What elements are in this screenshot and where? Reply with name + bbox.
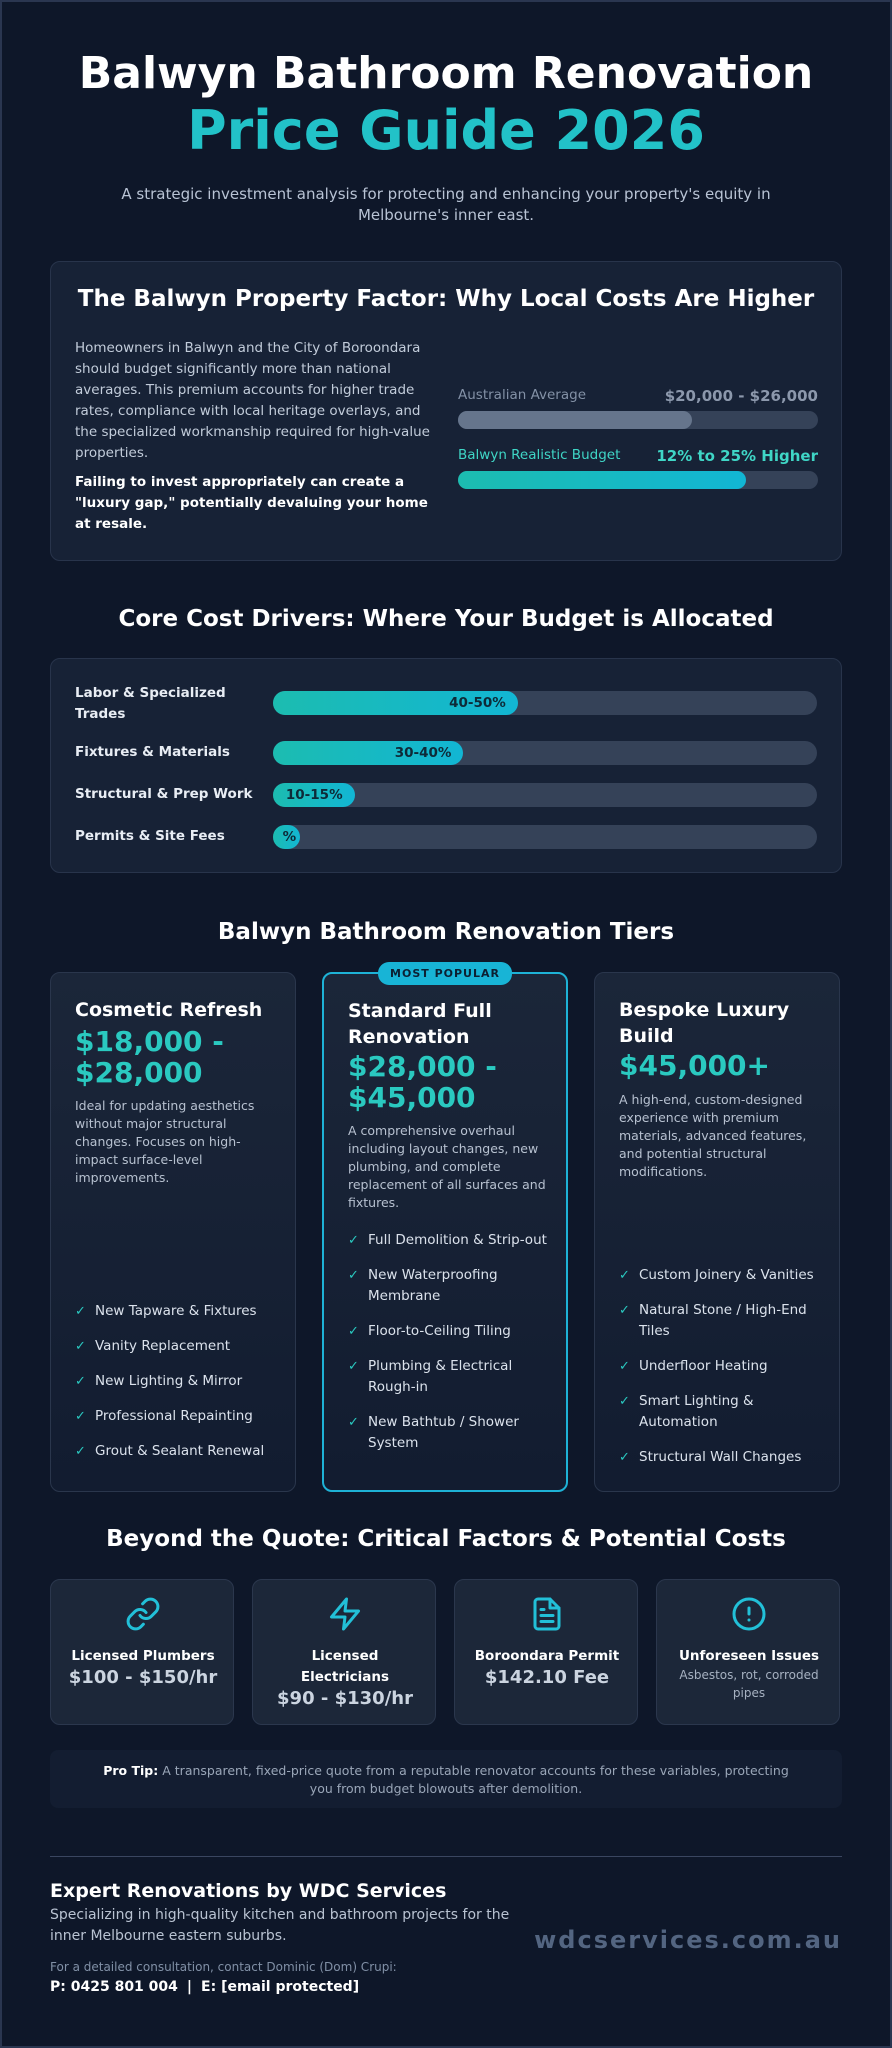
cost-drivers-title: Core Cost Drivers: Where Your Budget is Allocated <box>118 606 774 632</box>
check-icon: ✓ <box>348 1415 359 1430</box>
tier-feature: ✓ Custom Joinery & Vanities <box>619 1265 824 1286</box>
check-icon: ✓ <box>75 1374 86 1389</box>
tier-description: Ideal for updating aesthetics without major structural changes. Focuses on high-impact surface-level improvements. <box>75 1098 255 1185</box>
tier-feature: ✓ New Bathtub / Shower System <box>348 1414 519 1451</box>
factor-card-permit <box>454 1579 638 1725</box>
factor-name: Licensed Plumbers <box>71 1648 215 1664</box>
cost-driver-label: Structural & Prep Work <box>75 786 253 802</box>
factor-value: $90 - $130/hr <box>277 1688 413 1709</box>
factor-card-unforeseen <box>656 1579 840 1725</box>
tier-feature: ✓ Smart Lighting & Automation <box>619 1393 754 1430</box>
cost-driver-label: Fixtures & Materials <box>75 744 230 760</box>
check-icon: ✓ <box>348 1359 359 1374</box>
cost-drivers-card <box>50 658 842 873</box>
cost-driver-fill <box>273 783 355 807</box>
cost-driver-label: Permits & Site Fees <box>75 828 225 844</box>
tier-feature: ✓ Floor-to-Ceiling Tiling <box>348 1321 553 1342</box>
separator: | <box>186 1979 193 1995</box>
page-subtitle: A strategic investment analysis for protecting and enhancing your property's equity in Melbourne's inner east. <box>121 185 771 224</box>
check-icon: ✓ <box>75 1339 86 1354</box>
tier-card-cosmetic <box>50 972 296 1492</box>
most-popular-badge: MOST POPULAR <box>378 962 512 985</box>
property-factor-warning: Failing to invest appropriately can create a "luxury gap," potentially devaluing your home at resale. <box>75 474 428 532</box>
tier-feature-list <box>619 1265 824 1482</box>
factor-card-plumbers <box>50 1579 234 1725</box>
tier-feature: ✓ Full Demolition & Strip-out <box>348 1230 553 1251</box>
tiers-title: Balwyn Bathroom Renovation Tiers <box>217 919 675 945</box>
property-factor-title: The Balwyn Property Factor: Why Local Costs Are Higher <box>77 286 815 312</box>
pro-tip-text: A transparent, fixed-price quote from a reputable renovator accounts for these variables, protecting you from budget blowouts after demolition. <box>162 1763 789 1796</box>
tier-feature: ✓ Grout & Sealant Renewal <box>75 1441 280 1462</box>
tier-name: Cosmetic Refresh <box>75 999 263 1021</box>
factor-note: Asbestos, rot, corroded pipes <box>679 1668 819 1700</box>
tier-feature: ✓ New Waterproofing Membrane <box>348 1267 498 1304</box>
link-icon <box>125 1596 161 1632</box>
comparison-fill-balwyn <box>458 471 746 489</box>
comparison-label: Australian Average <box>458 387 586 403</box>
document-icon <box>529 1596 565 1632</box>
comparison-value: $20,000 - $26,000 <box>664 387 818 405</box>
property-factor-body: Homeowners in Balwyn and the City of Boroondara should budget significantly more than national averages. This premium accounts for higher trade rates, compliance with local heritage overlays, and the specialized workmanship required for high-value properties. <box>75 340 430 461</box>
comparison-label: Balwyn Realistic Budget <box>458 447 621 463</box>
check-icon: ✓ <box>619 1303 630 1318</box>
comparison-track <box>458 471 818 489</box>
factor-name: Boroondara Permit <box>474 1648 620 1664</box>
cost-driver-fill <box>273 825 300 849</box>
comparison-value: 12% to 25% Higher <box>656 447 818 465</box>
tier-feature: ✓ New Tapware & Fixtures <box>75 1301 280 1322</box>
comparison-track <box>458 411 818 429</box>
factor-value: $142.10 Fee <box>484 1667 610 1688</box>
footer-contact-details <box>50 1979 359 1995</box>
tier-feature: ✓ Professional Repainting <box>75 1406 280 1427</box>
cost-driver-value: % <box>282 829 297 845</box>
tier-feature: ✓ Natural Stone / High-End Tiles <box>619 1302 807 1339</box>
check-icon: ✓ <box>348 1268 359 1283</box>
check-icon: ✓ <box>619 1450 630 1465</box>
footer-contact-line: For a detailed consultation, contact Dominic (Dom) Crupi: <box>50 1960 397 1974</box>
check-icon: ✓ <box>75 1444 86 1459</box>
cost-driver-track <box>273 691 817 715</box>
header <box>0 48 892 226</box>
email-address[interactable]: E: [email protected] <box>201 1979 360 1995</box>
alert-icon <box>731 1596 767 1632</box>
tier-feature: ✓ Structural Wall Changes <box>619 1447 824 1468</box>
property-factor-card <box>50 261 842 561</box>
factors-title: Beyond the Quote: Critical Factors & Potential Costs <box>106 1526 786 1552</box>
cost-driver-track <box>273 825 817 849</box>
factor-name: Licensed Electricians <box>300 1648 390 1685</box>
check-icon: ✓ <box>619 1359 630 1374</box>
tier-price: $45,000+ <box>619 1049 770 1082</box>
pro-tip <box>50 1750 842 1808</box>
check-icon: ✓ <box>348 1233 359 1248</box>
tier-feature: ✓ Plumbing & Electrical Rough-in <box>348 1358 513 1395</box>
pro-tip-label: Pro Tip: <box>103 1763 159 1778</box>
factor-card-electricians <box>252 1579 436 1725</box>
factor-name: Unforeseen Issues <box>678 1648 820 1664</box>
cost-driver-label: Labor & Specialized Trades <box>75 685 226 722</box>
tier-price: $28,000 - $45,000 <box>348 1050 497 1114</box>
tier-price: $18,000 - $28,000 <box>75 1025 224 1089</box>
factor-value: $100 - $150/hr <box>68 1667 218 1688</box>
footer-subtitle: Specializing in high-quality kitchen and bathroom projects for the inner Melbourne eastern suburbs. <box>50 1907 510 1944</box>
check-icon: ✓ <box>619 1394 630 1409</box>
tier-feature: ✓ Underfloor Heating <box>619 1356 824 1377</box>
page-title: Balwyn Bathroom Renovation <box>78 48 814 99</box>
comparison-fill-average <box>458 411 692 429</box>
page-title-highlight: Price Guide 2026 <box>187 99 705 162</box>
tier-feature-list <box>348 1230 553 1468</box>
phone-number[interactable]: P: 0425 801 004 <box>50 1979 178 1995</box>
check-icon: ✓ <box>619 1268 630 1283</box>
cost-driver-value: 30-40% <box>394 745 452 761</box>
website-domain[interactable]: wdcservices.com.au <box>534 1926 842 1954</box>
cost-driver-value: 40-50% <box>449 695 506 711</box>
tier-name: Standard Full Renovation <box>348 1000 492 1048</box>
tier-description: A high-end, custom-designed experience with premium materials, advanced features, and potential structural modifications. <box>619 1092 807 1179</box>
tier-card-luxury <box>594 972 840 1492</box>
check-icon: ✓ <box>75 1304 86 1319</box>
comparison-row-average <box>458 387 818 403</box>
check-icon: ✓ <box>75 1409 86 1424</box>
footer-title: Expert Renovations by WDC Services <box>50 1880 447 1902</box>
tier-name: Bespoke Luxury Build <box>619 999 790 1047</box>
cost-driver-fill <box>273 691 518 715</box>
tier-description: A comprehensive overhaul including layout changes, new plumbing, and complete replacement of all surfaces and fixtures. <box>348 1123 546 1210</box>
cost-driver-fill <box>273 741 463 765</box>
tier-feature-list <box>75 1301 280 1476</box>
comparison-row-balwyn <box>458 447 818 463</box>
lightning-icon <box>327 1596 363 1632</box>
tier-card-standard <box>322 967 568 1492</box>
tier-feature: ✓ Vanity Replacement <box>75 1336 280 1357</box>
tier-feature: ✓ New Lighting & Mirror <box>75 1371 280 1392</box>
check-icon: ✓ <box>348 1324 359 1339</box>
cost-driver-track <box>273 741 817 765</box>
cost-driver-value: 10-15% <box>285 787 343 803</box>
cost-driver-track <box>273 783 817 807</box>
footer-divider <box>50 1856 842 1857</box>
